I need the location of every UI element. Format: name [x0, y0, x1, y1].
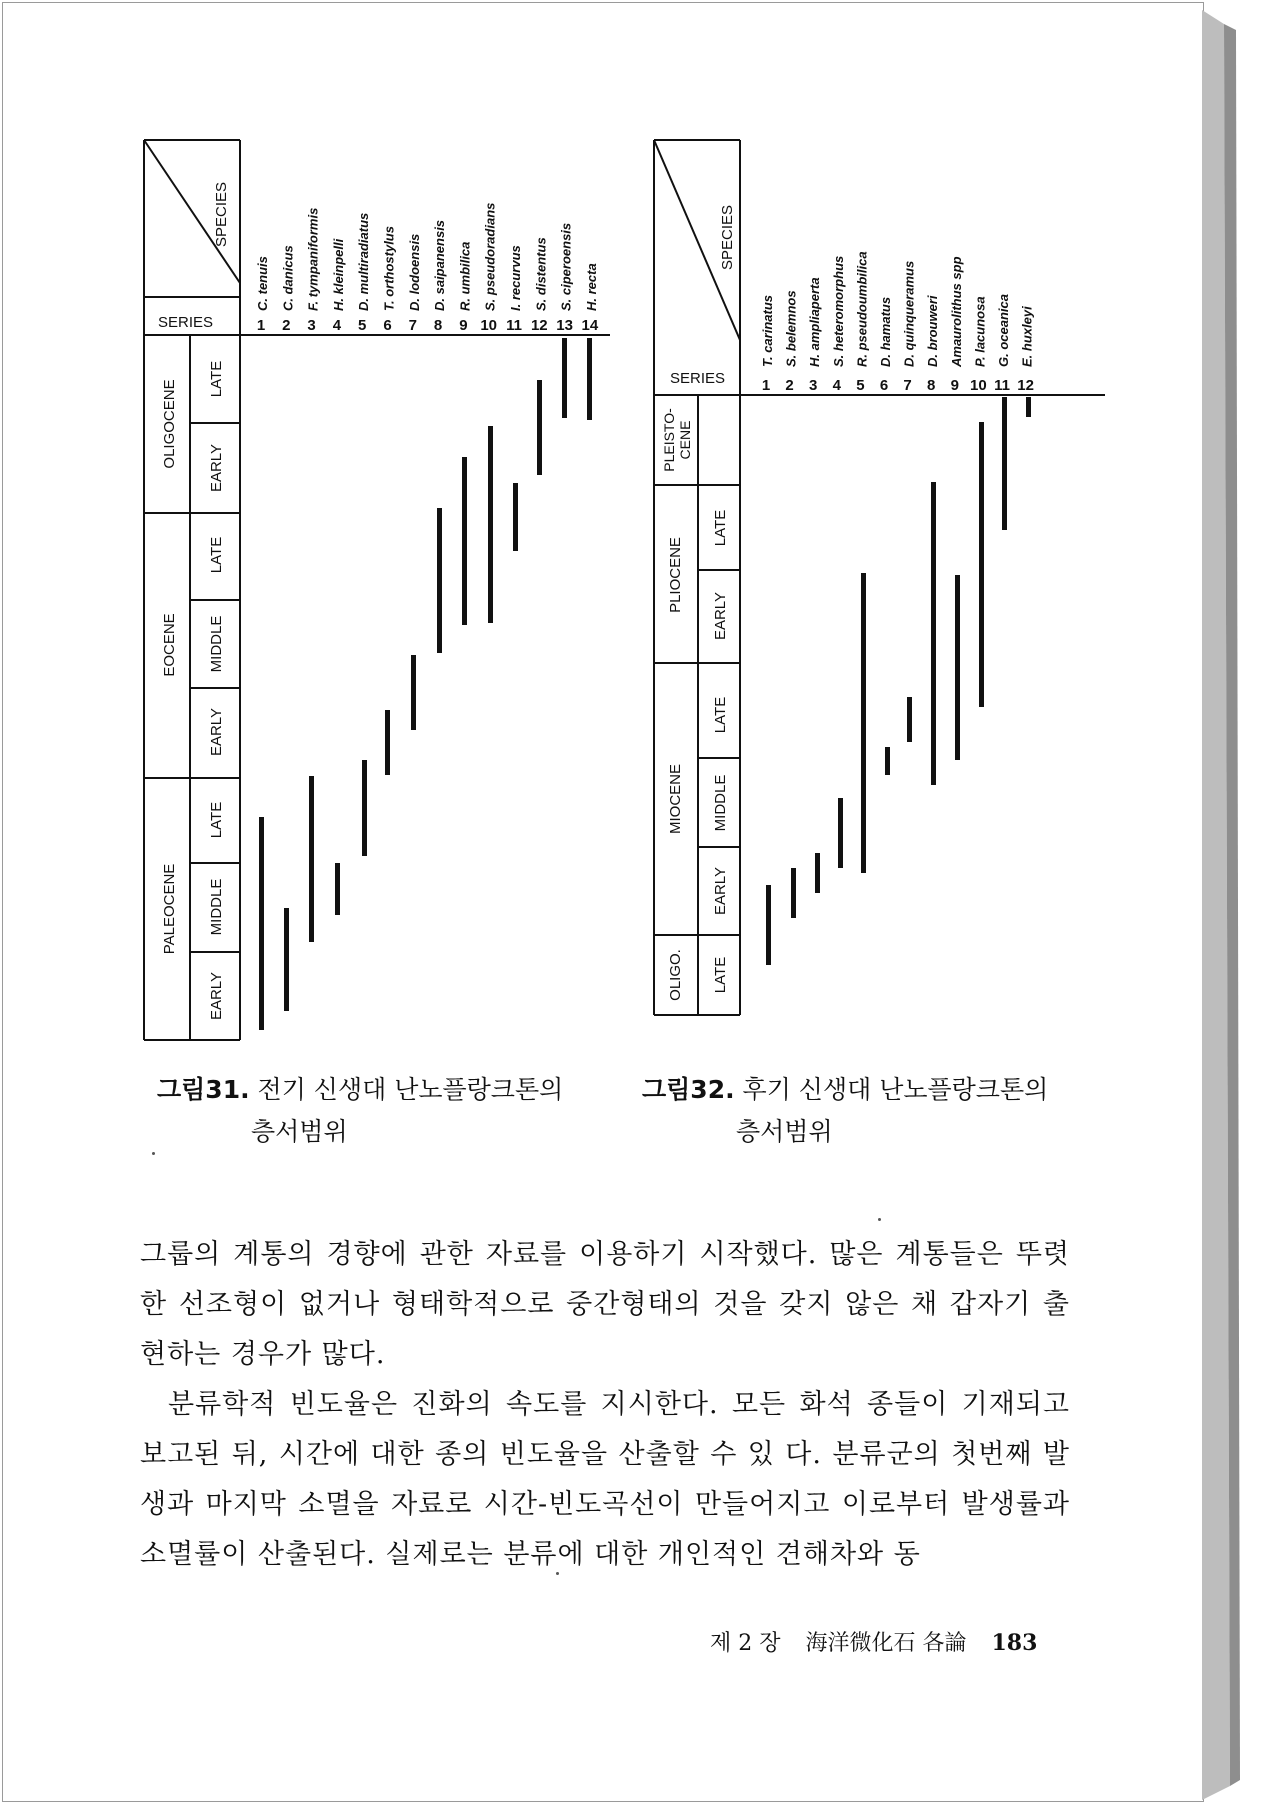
paragraph-1: 그룹의 계통의 경향에 관한 자료를 이용하기 시작했다. 많은 계통들은 뚜렷한 선조형이 없거나 형태학적으로 중간형태의 것을 갖지 않은 채 갑자기 출현하는 경우가 많다. [140, 1239, 1070, 1370]
fig31-species-number: 13 [556, 317, 573, 334]
range-bar [791, 868, 796, 918]
fig31-species-label: C. tenuis [255, 256, 270, 311]
fig31-caption-line1: 전기 신생대 난노플랑크톤의 [257, 1075, 564, 1104]
fig31-species-labels [255, 203, 599, 311]
range-bar [513, 483, 518, 551]
range-bar [861, 573, 866, 873]
fig32-species-header: SPECIES [719, 204, 736, 270]
fig32-epoch-label: CENE [677, 420, 693, 460]
page-number: 183 [991, 1630, 1038, 1656]
fig32-epoch-labels [661, 408, 693, 1001]
fig32-epoch-label: MIOCENE [667, 763, 684, 835]
fig31-range-bars [259, 338, 592, 1030]
fig31-species-number: 9 [459, 317, 468, 334]
fig31-epoch-label: PALEOCENE [161, 863, 178, 955]
range-bar [385, 710, 390, 775]
fig31-species-number: 7 [408, 317, 417, 334]
figure-31-range-chart [140, 135, 620, 1050]
fig31-species-number: 11 [506, 317, 522, 334]
fig31-species-number: 8 [433, 317, 443, 334]
fig31-caption-line2: 층서범위 [251, 1117, 348, 1146]
range-bar [587, 338, 592, 420]
running-footer [710, 1626, 1037, 1657]
range-bar [766, 885, 771, 965]
fig32-caption-line2: 층서범위 [736, 1117, 833, 1146]
fig32-species-label: Amaurolithus spp [948, 256, 964, 367]
range-bar [284, 908, 289, 1011]
fig31-caption [157, 1069, 563, 1153]
fig32-species-label: S. belemnos [783, 290, 799, 367]
fig31-species-label: D. saipanensis [432, 219, 448, 311]
scan-speck [878, 1218, 881, 1221]
range-bar [462, 457, 467, 625]
fig31-subdivision-label: LATE [208, 536, 225, 574]
fig32-species-number: 10 [970, 377, 987, 394]
range-bar [955, 575, 960, 760]
fig32-species-label: E. huxleyi [1019, 306, 1035, 367]
fig32-species-label: G. oceanica [996, 294, 1011, 367]
fig31-subdivision-label: LATE [208, 801, 225, 839]
range-bar [931, 482, 936, 785]
fig32-subdivision-label: MIDDLE [712, 774, 729, 832]
fig32-epoch-label: OLIGO. [667, 949, 684, 1001]
fig32-species-labels [760, 251, 1035, 368]
fig31-epoch-label: OLIGOCENE [161, 379, 178, 469]
fig32-caption-label: 그림32. [642, 1075, 735, 1104]
fig31-subdivision-labels [208, 361, 225, 1020]
range-bar [335, 863, 340, 915]
range-bar [562, 338, 567, 418]
fig32-subdivision-label: EARLY [712, 866, 729, 916]
fig31-species-label: S. ciperoensis [558, 222, 574, 311]
fig31-epoch-label: EOCENE [161, 613, 178, 677]
fig32-species-label: D. quinqueramus [901, 260, 917, 367]
range-bar [437, 508, 442, 653]
fig31-species-label: F. tympaniformis [305, 207, 321, 311]
fig31-species-label: D. multiradiatus [356, 212, 372, 311]
range-bar [907, 697, 912, 742]
fig31-species-number: 6 [383, 317, 392, 334]
range-bar [1002, 397, 1007, 530]
paragraph-2: 분류학적 빈도율은 진화의 속도를 지시한다. 모든 화석 종들이 기재되고 보고된 뒤, 시간에 대한 종의 빈도율을 산출할 수 있 다. 분류군의 첫번째 발생과 마지막 소멸을 자료로 시간-빈도곡선이 만들어지고 이로부터 발생률과 소멸률이 산출된다. 실제로는 분류에 대한 개인적인 견해차와 동 [140, 1389, 1070, 1570]
fig31-species-label: C. danicus [280, 245, 296, 311]
fig32-subdivision-labels [712, 510, 729, 993]
fig32-species-label: D. hamatus [878, 296, 893, 367]
range-bar [488, 426, 493, 623]
fig31-subdivision-label: MIDDLE [208, 878, 225, 936]
fig32-species-number: 11 [994, 377, 1010, 394]
fig32-species-label: D. brouweri [925, 295, 941, 367]
fig32-species-numbers [762, 377, 1034, 394]
fig32-species-number: 12 [1017, 377, 1034, 394]
fig31-species-number: 5 [358, 317, 367, 334]
fig32-caption [642, 1069, 1048, 1153]
fig31-subdivision-label: LATE [208, 360, 225, 398]
footer-title: 海洋微化石 各論 [805, 1631, 967, 1656]
range-bar [362, 760, 367, 856]
fig31-subdivision-label: EARLY [208, 971, 225, 1021]
fig32-species-number: 7 [903, 377, 912, 394]
fig31-species-number: 4 [332, 317, 342, 334]
fig31-species-label: H. kleinpelli [330, 238, 346, 311]
fig32-subdivision-label: LATE [712, 956, 729, 994]
range-bar [259, 817, 264, 1030]
page-edge-shadow [1202, 10, 1252, 1800]
fig31-subdivision-label: MIDDLE [208, 615, 225, 673]
fig32-epoch-label: PLEISTO- [661, 408, 677, 472]
range-bar [309, 776, 314, 942]
fig32-species-number: 3 [809, 377, 818, 394]
range-bar [1026, 397, 1031, 417]
fig32-species-number: 8 [927, 377, 936, 394]
range-bar [815, 853, 820, 893]
fig32-species-number: 9 [950, 377, 959, 394]
fig31-species-label: T. orthostylus [381, 226, 397, 311]
fig31-species-label: S. distentus [533, 237, 549, 311]
fig31-subdivision-label: EARLY [208, 443, 225, 493]
fig32-species-number: 6 [879, 377, 889, 394]
figure-32-range-chart [650, 135, 1110, 1025]
fig31-species-number: 3 [307, 317, 316, 334]
fig31-species-label: S. pseudoradians [482, 202, 498, 311]
fig31-series-header: SERIES [158, 314, 214, 331]
fig32-series-header: SERIES [670, 370, 726, 387]
fig31-species-label: H. recta [583, 263, 599, 311]
fig32-species-label: P. lacunosa [972, 296, 988, 367]
fig32-species-number: 4 [832, 377, 841, 394]
fig31-epoch-labels [161, 379, 178, 954]
fig32-caption-line1: 후기 신생대 난노플랑크톤의 [742, 1075, 1049, 1104]
fig32-subdivision-label: LATE [712, 509, 729, 547]
fig31-species-label: I. recurvus [508, 245, 523, 311]
fig32-species-label: R. pseudoumbilica [854, 251, 870, 367]
fig32-range-bars [766, 397, 1031, 965]
range-bar [537, 380, 542, 475]
fig31-species-number: 1 [256, 317, 266, 334]
fig31-species-number: 12 [530, 317, 548, 334]
range-bar [838, 798, 843, 868]
fig31-species-number: 2 [282, 317, 291, 334]
range-bar [979, 422, 984, 707]
fig32-species-label: T. carinatus [760, 294, 775, 367]
fig32-species-number: 1 [761, 377, 771, 394]
footer-chapter: 제 2 장 [710, 1631, 781, 1656]
range-bar [885, 747, 890, 775]
range-bar [411, 655, 416, 730]
fig31-species-label: R. umbilica [457, 241, 473, 311]
fig31-species-header: SPECIES [213, 181, 230, 247]
fig32-species-label: H. ampliaperta [807, 277, 823, 367]
fig31-species-numbers [257, 317, 599, 334]
scan-speck [152, 1152, 155, 1155]
fig31-species-label: D. lodoensis [406, 233, 422, 311]
fig32-subdivision-label: EARLY [712, 591, 729, 641]
fig32-species-number: 2 [785, 377, 794, 394]
fig31-species-number: 10 [480, 317, 498, 334]
fig31-caption-label: 그림31. [157, 1075, 250, 1104]
fig32-subdivision-label: LATE [712, 696, 729, 734]
fig32-species-label: S. heteromorphus [830, 255, 846, 367]
fig31-species-number: 14 [581, 317, 599, 334]
fig32-epoch-label: PLIOCENE [667, 537, 684, 613]
body-text [140, 1230, 1070, 1580]
fig32-species-number: 5 [856, 377, 865, 394]
fig31-subdivision-label: EARLY [208, 707, 225, 757]
